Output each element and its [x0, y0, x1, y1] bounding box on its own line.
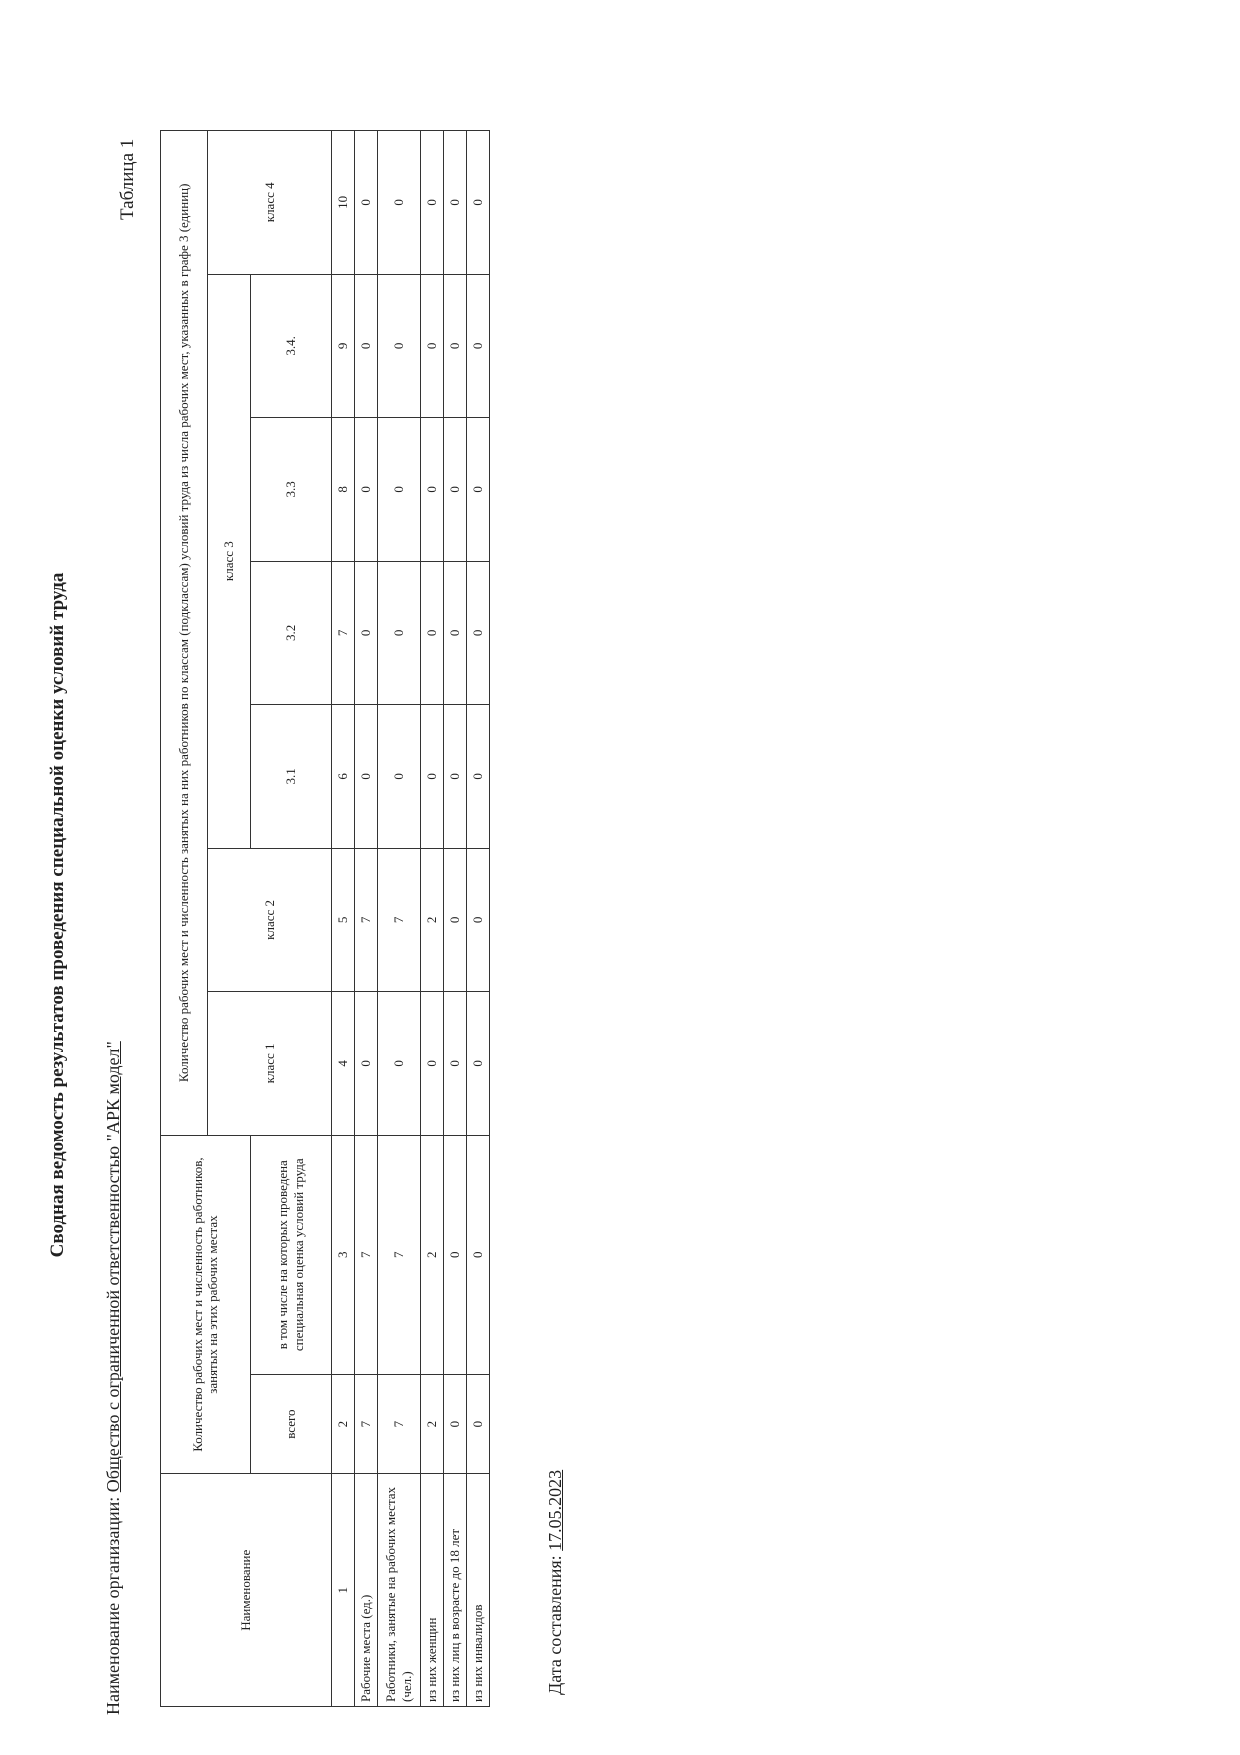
cell: 0	[466, 131, 489, 275]
header-total: всего	[250, 1374, 331, 1474]
header-class-1: класс 1	[208, 992, 332, 1136]
cell: 0	[466, 1374, 489, 1474]
cell: 2	[420, 848, 443, 992]
cell: 0	[354, 274, 377, 418]
cell: 7	[354, 848, 377, 992]
cell: 0	[443, 418, 466, 562]
row-name: Рабочие места (ед.)	[354, 1474, 377, 1707]
cell: 0	[377, 131, 420, 275]
header-name: Наименование	[161, 1474, 332, 1707]
header-subclass-3-1: 3.1	[250, 705, 331, 849]
header-class-2: класс 2	[208, 848, 332, 992]
cell: 0	[420, 705, 443, 849]
org-label: Наименование организации:	[103, 1496, 123, 1715]
date-value: 17.05.2023	[545, 1469, 565, 1551]
header-subclass-3-4: 3.4.	[250, 274, 331, 418]
cell: 0	[443, 705, 466, 849]
table-row	[466, 131, 489, 1707]
table-row	[443, 131, 466, 1707]
cell: 0	[443, 1135, 466, 1374]
table-row	[420, 131, 443, 1707]
column-number: 8	[331, 418, 354, 562]
cell: 0	[443, 131, 466, 275]
row-name: Работники, занятые на рабочих местах (чел.)	[377, 1474, 420, 1707]
cell: 0	[354, 418, 377, 562]
cell: 0	[377, 418, 420, 562]
cell: 0	[443, 561, 466, 705]
cell: 7	[354, 1135, 377, 1374]
cell: 0	[466, 705, 489, 849]
cell: 0	[443, 1374, 466, 1474]
row-name: из них женщин	[420, 1474, 443, 1707]
cell: 0	[354, 992, 377, 1136]
document-title: Сводная ведомость результатов проведения специальной оценки условий труда	[47, 572, 68, 1258]
cell: 0	[420, 418, 443, 562]
cell: 0	[377, 705, 420, 849]
header-class-4: класс 4	[208, 131, 332, 275]
table-row	[354, 131, 377, 1707]
column-number-row	[331, 131, 354, 1707]
column-number: 6	[331, 705, 354, 849]
cell: 0	[420, 131, 443, 275]
cell: 0	[466, 418, 489, 562]
cell: 7	[377, 848, 420, 992]
org-name: Общество с ограниченной ответственностью "АРК модел"	[103, 1041, 123, 1493]
column-number: 10	[331, 131, 354, 275]
cell: 0	[466, 274, 489, 418]
cell: 0	[466, 561, 489, 705]
cell: 0	[377, 992, 420, 1136]
cell: 0	[443, 274, 466, 418]
column-number: 1	[331, 1474, 354, 1707]
column-number: 9	[331, 274, 354, 418]
cell: 0	[420, 561, 443, 705]
row-name: из них лиц в возрасте до 18 лет	[443, 1474, 466, 1707]
column-number: 4	[331, 992, 354, 1136]
column-number: 7	[331, 561, 354, 705]
cell: 0	[420, 992, 443, 1136]
cell: 0	[377, 561, 420, 705]
cell: 0	[354, 561, 377, 705]
header-assessed: в том числе на которых проведена специальная оценка условий труда	[250, 1135, 331, 1374]
cell: 7	[354, 1374, 377, 1474]
document-page	[25, 25, 1215, 1715]
column-number: 5	[331, 848, 354, 992]
organization-line	[103, 1041, 124, 1715]
date-line	[545, 1470, 566, 1695]
cell: 0	[443, 848, 466, 992]
column-number: 3	[331, 1135, 354, 1374]
cell: 2	[420, 1135, 443, 1374]
cell: 7	[377, 1374, 420, 1474]
cell: 0	[377, 274, 420, 418]
header-subclass-3-2: 3.2	[250, 561, 331, 705]
date-label: Дата составления:	[545, 1555, 565, 1695]
header-group-workplaces: Количество рабочих мест и численность работников, занятых на этих рабочих местах	[161, 1135, 251, 1474]
table-row	[377, 131, 420, 1707]
cell: 0	[354, 705, 377, 849]
column-number: 2	[331, 1374, 354, 1474]
header-subclass-3-3: 3.3	[250, 418, 331, 562]
cell: 7	[377, 1135, 420, 1374]
cell: 0	[466, 1135, 489, 1374]
header-group-classes: Количество рабочих мест и численность занятых на них работников по классам (подклассам) условий труда из числа рабочих мест, указанных в графе 3 (единиц)	[161, 131, 208, 1136]
row-name: из них инвалидов	[466, 1474, 489, 1707]
summary-table	[160, 130, 490, 1707]
cell: 0	[466, 992, 489, 1136]
header-class-3: класс 3	[208, 274, 251, 848]
cell: 0	[354, 131, 377, 275]
table-number: Таблица 1	[117, 138, 138, 220]
cell: 0	[443, 992, 466, 1136]
cell: 0	[466, 848, 489, 992]
cell: 0	[420, 274, 443, 418]
cell: 2	[420, 1374, 443, 1474]
